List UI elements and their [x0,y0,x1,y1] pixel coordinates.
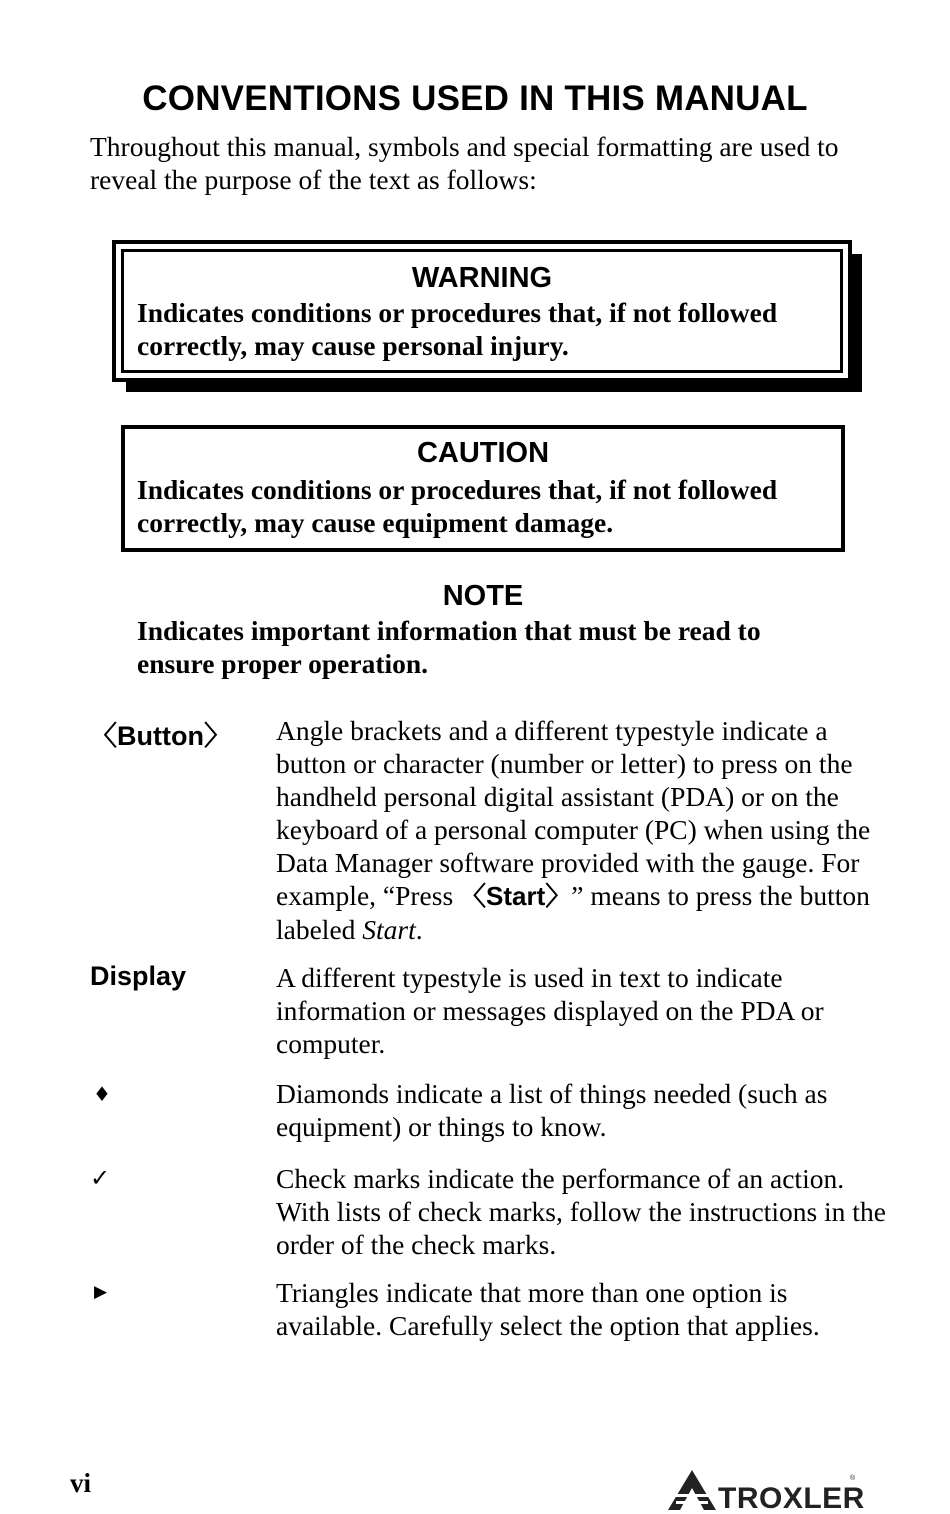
display-description: A different typestyle is used in text to indicate information or messages displayed on the PDA or computer. [276,962,824,1059]
check-mark-icon: ✓ [90,1164,111,1192]
button-desc-before: Angle brackets and a different typestyle indicate a button or character (number or letter) to press on the handheld personal digital assistant (PDA) or on the keyboard of a personal computer (PC) when using the Data Manager software provided with the gauge. For example, “Press [276,715,871,911]
triangle-icon: ▶ [94,1282,108,1302]
troxler-triangle-icon [668,1470,716,1510]
warning-text: Indicates conditions or procedures that, if not followed correctly, may cause personal injury. [137,297,778,361]
page-title: CONVENTIONS USED IN THIS MANUAL [142,79,808,119]
troxler-logo-svg [666,1466,866,1514]
button-desc-italic: Start [362,914,416,945]
troxler-logo-text: TROXLER [718,1482,865,1514]
button-desc-middle: ” means to press the button labeled [276,880,870,945]
note-heading: NOTE [442,580,524,612]
caution-text: Indicates conditions or procedures that, if not followed correctly, may cause equipment damage. [137,474,778,538]
note-text: Indicates important information that must be read to ensure proper operation. [137,615,761,679]
button-description [276,714,886,946]
diamond-description: Diamonds indicate a list of things needed (such as equipment) or things to know. [276,1078,828,1142]
warning-heading: WARNING [411,262,553,294]
start-button-example: 〈Start〉 [460,881,572,911]
button-desc-end: . [415,914,423,945]
troxler-logo [666,1466,866,1514]
intro-paragraph: Throughout this manual, symbols and special formatting are used to reveal the purpose of the text as follows: [90,131,839,195]
button-term: 〈Button〉 [90,721,231,751]
display-term: Display [90,961,187,991]
caution-heading: CAUTION [416,437,550,469]
triangle-description: Triangles indicate that more than one option is available. Carefully select the option that applies. [276,1277,820,1341]
registered-mark-icon: ® [850,1475,856,1482]
page-number: vi [70,1468,92,1498]
diamond-icon: ♦ [93,1082,111,1106]
check-description: Check marks indicate the performance of an action. With lists of check marks, follow the instructions in the order of the check marks. [276,1163,886,1260]
